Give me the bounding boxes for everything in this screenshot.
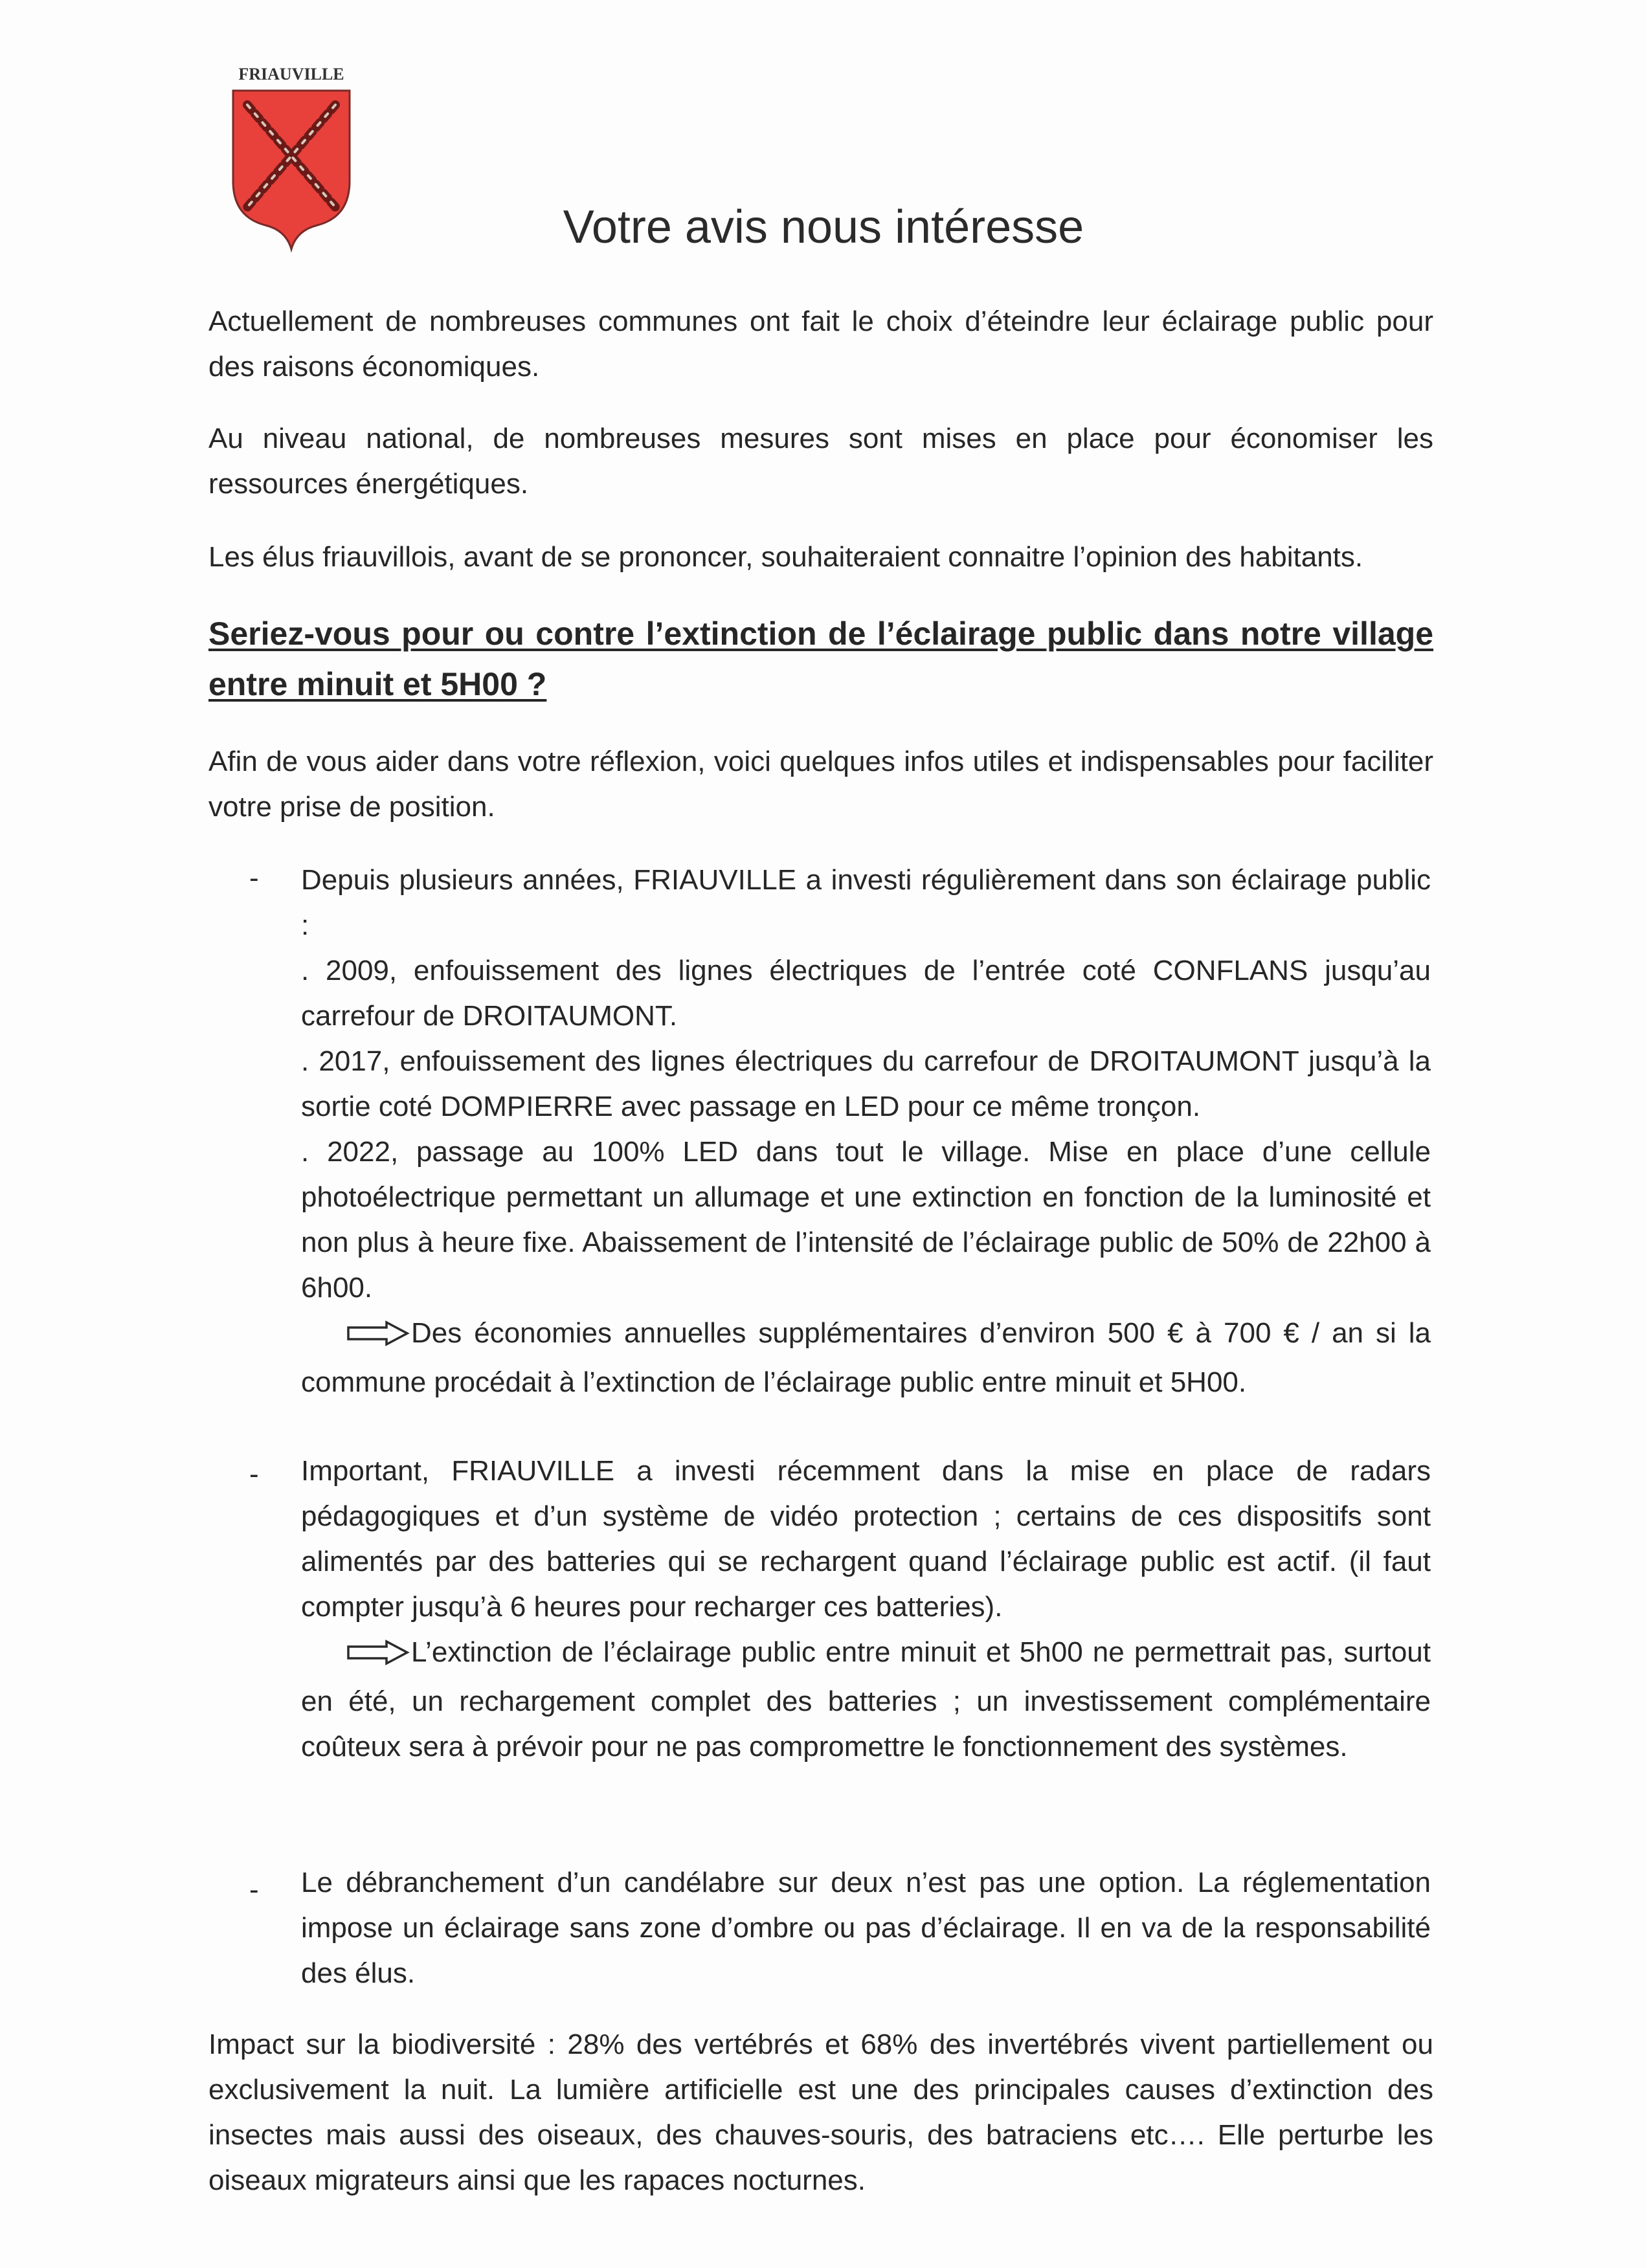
biodiversity-paragraph: Impact sur la biodiversité : 28% des vertébrés et 68% des invertébrés vivent partiellement ou exclusivement la nuit. La lumière artificielle est une des principales causes d’extinction des insectes mais aussi des oiseaux, des chauves-souris, des batraciens etc…. Elle perturbe les oiseaux migrateurs ainsi que les rapaces nocturnes. xyxy=(208,2029,1433,2196)
bullet-1-intro: Depuis plusieurs années, FRIAUVILLE a investi régulièrement dans son éclairage public : xyxy=(301,864,1431,941)
intro-paragraph-3: Les élus friauvillois, avant de se prononcer, souhaiteraient connaitre l’opinion des habitants. xyxy=(208,541,1363,573)
intro-paragraph-1: Actuellement de nombreuses communes ont fait le choix d’éteindre leur éclairage public pour des raisons économiques. xyxy=(208,306,1433,383)
bullet-2-text: Important, FRIAUVILLE a investi récemment dans la mise en place de radars pédagogiques et d’un système de vidéo protection ; certains de ces dispositifs sont alimentés par des batteries qui se rechargent quand l’éclairage public est actif. (il faut compter jusqu’à 6 heures pour recharger ces batteries). xyxy=(301,1455,1431,1623)
bullet-1-item-2022: . 2022, passage au 100% LED dans tout le village. Mise en place d’une cellule photoélectrique permettant un allumage et une extinction en fonction de la luminosité et non plus à heure fixe. Abaissement de l’intensité de l’éclairage public de 50% de 22h00 à 6h00. xyxy=(301,1136,1431,1304)
bullet-2-block xyxy=(301,1449,1431,1770)
right-arrow-outline-icon xyxy=(346,1634,410,1679)
bullet-2-conclusion: L’extinction de l’éclairage public entre minuit et 5h00 ne permettrait pas, surtout en été, un rechargement complet des batteries ; un investissement complémentaire coûteux sera à prévoir pour ne pas compromettre le fonctionnement des systèmes. xyxy=(301,1636,1431,1762)
bullet-1-conclusion-line xyxy=(301,1311,1431,1405)
survey-question: Seriez-vous pour ou contre l’extinction de l’éclairage public dans notre village entre minuit et 5H00 ? xyxy=(208,616,1433,702)
page-title: Votre avis nous intéresse xyxy=(563,201,1084,253)
bullet-1-item-2009: . 2009, enfouissement des lignes électriques de l’entrée coté CONFLANS jusqu’au carrefour de DROITAUMONT. xyxy=(301,955,1431,1032)
bullet-1-item-2017: . 2017, enfouissement des lignes électriques du carrefour de DROITAUMONT jusqu’à la sortie coté DOMPIERRE avec passage en LED pour ce même tronçon. xyxy=(301,1045,1431,1122)
bullet-1-marker: - xyxy=(249,862,259,894)
bullet-1-conclusion: Des économies annuelles supplémentaires d’environ 500 € à 700 € / an si la commune procédait à l’extinction de l’éclairage public entre minuit et 5H00. xyxy=(301,1317,1431,1398)
logo-label: FRIAUVILLE xyxy=(238,65,344,83)
right-arrow-outline-icon xyxy=(346,1315,410,1360)
bullet-1-block xyxy=(301,858,1431,1405)
bullet-3-text: Le débranchement d’un candélabre sur deux n’est pas une option. La réglementation impose un éclairage sans zone d’ombre ou pas d’éclairage. Il en va de la responsabilité des élus. xyxy=(301,1867,1431,1989)
intro-paragraph-2: Au niveau national, de nombreuses mesures sont mises en place pour économiser les ressources énergétiques. xyxy=(208,423,1433,500)
bullet-3-marker: - xyxy=(249,1874,259,1906)
bullet-2-conclusion-line xyxy=(301,1630,1431,1770)
help-paragraph: Afin de vous aider dans votre réflexion, voici quelques infos utiles et indispensables pour faciliter votre prise de position. xyxy=(208,746,1433,823)
bullet-2-marker: - xyxy=(249,1458,259,1490)
